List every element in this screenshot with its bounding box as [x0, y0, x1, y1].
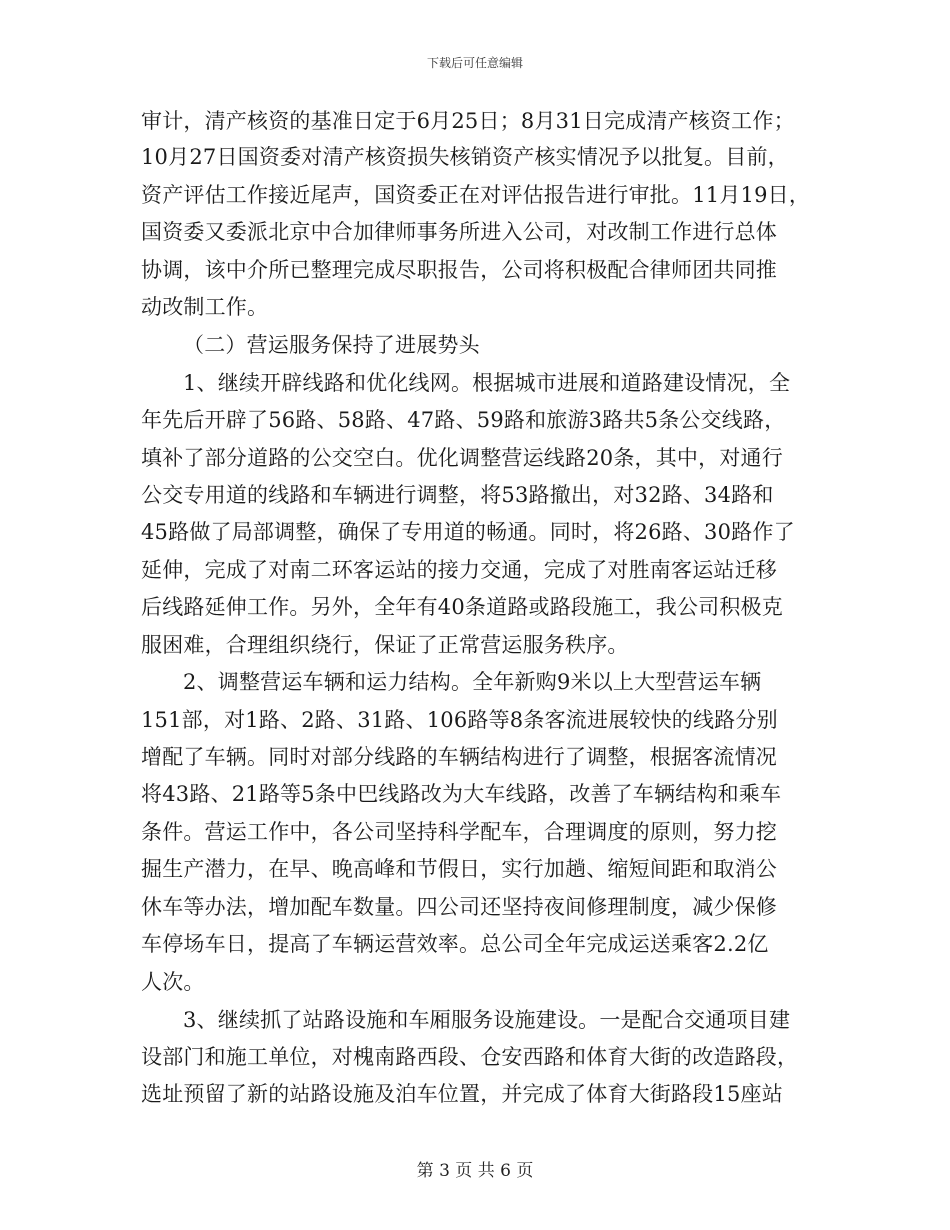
body-line: 年先后开辟了56路、58路、47路、59路和旅游3路共5条公交线路，: [141, 408, 786, 432]
body-line: 延伸，完成了对南二环客运站的接力交通，完成了对胜南客运站迁移: [141, 558, 777, 582]
page-footer: 第 3 页 共 6 页: [416, 1161, 534, 1181]
body-line: 2、调整营运车辆和运力结构。全年新购9米以上大型营运车辆: [183, 670, 762, 694]
body-line: 3、继续抓了站路设施和车厢服务设施建设。一是配合交通项目建: [183, 1008, 791, 1032]
body-line: 后线路延伸工作。另外，全年有40条道路或路段施工，我公司积极克: [141, 595, 783, 619]
body-line: 公交专用道的线路和车辆进行调整，将53路撤出，对32路、34路和: [141, 483, 774, 507]
body-line: 填补了部分道路的公交空白。优化调整营运线路20条，其中，对通行: [141, 446, 783, 470]
body-line: 掘生产潜力，在早、晚高峰和节假日，实行加趟、缩短间距和取消公: [141, 857, 777, 881]
body-line: 1、继续开辟线路和优化线网。根据城市进展和道路建设情况，全: [183, 371, 791, 395]
body-line: 10月27日国资委对清产核资损失核销资产核实情况予以批复。目前，: [141, 145, 789, 169]
section-heading: （二）营运服务保持了进展势头: [183, 333, 480, 357]
body-line: 服困难，合理组织绕行，保证了正常营运服务秩序。: [141, 633, 629, 657]
body-line: 人次。: [141, 970, 205, 994]
body-line: 资产评估工作接近尾声，国资委正在对评估报告进行审批。11月19日，: [141, 183, 811, 207]
body-line: 动改制工作。: [141, 295, 269, 319]
body-line: 协调，该中介所已整理完成尽职报告，公司将积极配合律师团共同推: [141, 258, 777, 282]
body-line: 选址预留了新的站路设施及泊车位置，并完成了体育大街路段15座站: [141, 1082, 783, 1106]
body-line: 设部门和施工单位，对槐南路西段、仓安西路和体育大街的改造路段，: [141, 1045, 799, 1069]
body-line: 国资委又委派北京中合加律师事务所进入公司，对改制工作进行总体: [141, 220, 777, 244]
body-line: 45路做了局部调整，确保了专用道的畅通。同时，将26路、30路作了: [141, 520, 795, 544]
body-line: 将43路、21路等5条中巴线路改为大车线路，改善了车辆结构和乘车: [141, 782, 782, 806]
body-line: 休车等办法，增加配车数量。四公司还坚持夜间修理制度，减少保修: [141, 895, 777, 919]
body-line: 车停场车日，提高了车辆运营效率。总公司全年完成运送乘客2.2亿: [141, 932, 769, 956]
body-line: 条件。营运工作中，各公司坚持科学配车，合理调度的原则，努力挖: [141, 820, 777, 844]
body-line: 审计，清产核资的基准日定于6月25日；8月31日完成清产核资工作；: [141, 109, 795, 133]
body-line: 增配了车辆。同时对部分线路的车辆结构进行了调整，根据客流情况: [141, 745, 777, 769]
body-line: 151部，对1路、2路、31路、106路等8条客流进展较快的线路分别: [141, 708, 778, 732]
page-header: 下载后可任意编辑: [426, 56, 523, 70]
